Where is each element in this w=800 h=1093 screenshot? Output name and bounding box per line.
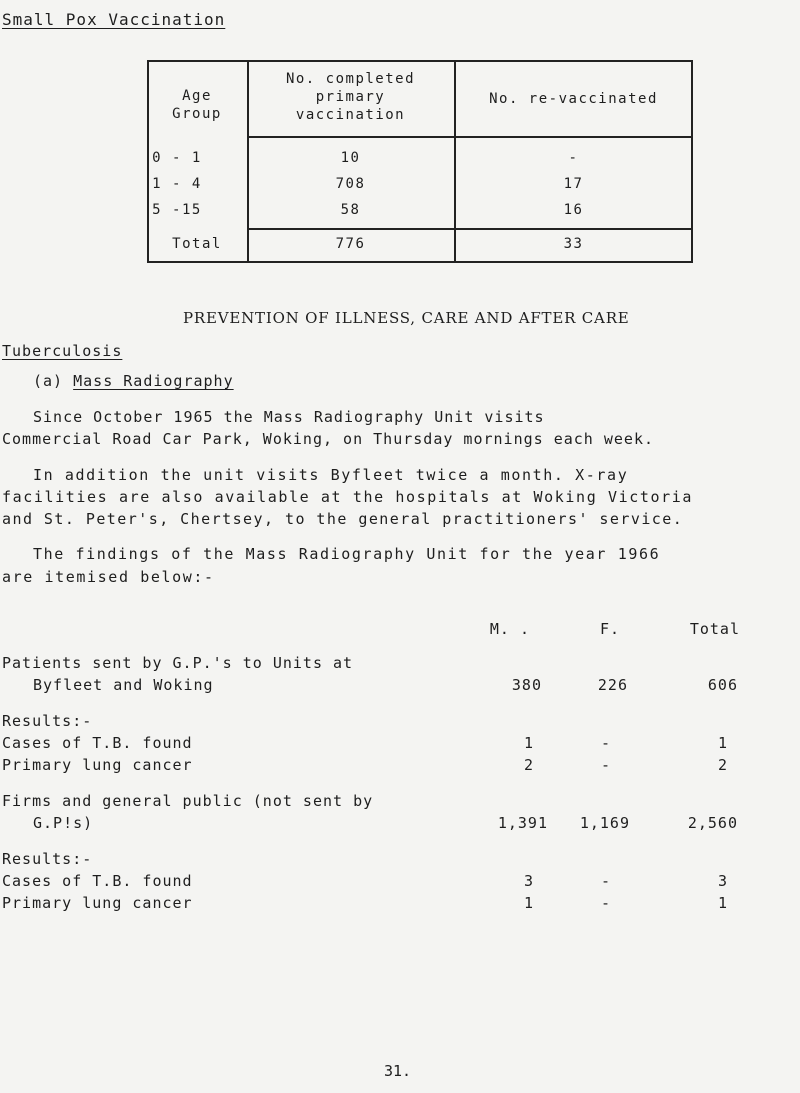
paragraph-line: Commercial Road Car Park, Woking, on Thursday mornings each week.: [2, 430, 654, 448]
header-divider: [247, 136, 693, 138]
value-total: 2: [717, 756, 728, 774]
value-male: 1: [523, 894, 534, 912]
row-primary: 708: [335, 176, 366, 192]
paragraph-line: are itemised below:-: [2, 568, 215, 586]
value-total: 2,560: [687, 814, 738, 832]
column-header-male: M. .: [489, 620, 530, 638]
group-label: G.P!s): [33, 814, 94, 832]
value-male: 1,391: [497, 814, 548, 832]
paragraph-line: facilities are also available at the hospitals at Woking Victoria: [2, 488, 693, 506]
row-revaccinated: 16: [563, 202, 584, 218]
value-female: -: [600, 734, 611, 752]
results-label: Results:-: [2, 850, 93, 868]
value-female: -: [600, 872, 611, 890]
header-age-group: [147, 87, 247, 123]
results-label: Results:-: [2, 712, 93, 730]
total-label: Total: [172, 236, 222, 252]
row-primary: 58: [340, 202, 361, 218]
value-male: 380: [511, 676, 542, 694]
header-line: primary: [315, 89, 386, 105]
subheading: Tuberculosis: [2, 342, 123, 360]
value-female: -: [600, 756, 611, 774]
total-divider: [247, 228, 693, 230]
value-total: 1: [717, 894, 728, 912]
header-line: Group: [172, 106, 222, 122]
value-male: 3: [523, 872, 534, 890]
result-row-label: Cases of T.B. found: [2, 734, 193, 752]
value-female: 1,169: [579, 814, 630, 832]
row-revaccinated: -: [568, 150, 579, 166]
header-line: Age: [182, 88, 212, 104]
value-male: 2: [523, 756, 534, 774]
row-age: 0 - 1: [152, 150, 202, 166]
group-label: Firms and general public (not sent by: [2, 792, 374, 810]
row-age: 5 -15: [152, 202, 202, 218]
result-row-label: Primary lung cancer: [2, 894, 193, 912]
total-revaccinated: 33: [563, 236, 584, 252]
page-number: 31.: [384, 1062, 412, 1080]
sub-subheading-title: Mass Radiography: [73, 372, 234, 390]
row-age: 1 - 4: [152, 176, 202, 192]
result-row-label: Cases of T.B. found: [2, 872, 193, 890]
header-revaccinated: No. re-vaccinated: [489, 91, 658, 107]
value-female: 226: [597, 676, 628, 694]
total-primary: 776: [335, 236, 366, 252]
value-male: 1: [523, 734, 534, 752]
header-line: vaccination: [295, 107, 406, 123]
column-header-female: F.: [599, 620, 620, 638]
group-label: Patients sent by G.P.'s to Units at: [2, 654, 354, 672]
sub-subheading: [33, 372, 234, 390]
group-label: Byfleet and Woking: [33, 676, 214, 694]
header-primary: [247, 70, 454, 124]
value-female: -: [600, 894, 611, 912]
paragraph-line: Since October 1965 the Mass Radiography Unit visits: [33, 408, 545, 426]
section-title: Small Pox Vaccination: [2, 10, 226, 29]
sub-subheading-marker: (a): [33, 372, 64, 390]
value-total: 606: [707, 676, 738, 694]
value-total: 3: [717, 872, 728, 890]
result-row-label: Primary lung cancer: [2, 756, 193, 774]
vaccination-table: [147, 60, 693, 263]
column-header-total: Total: [689, 620, 740, 638]
paragraph-line: In addition the unit visits Byfleet twice a month. X-ray: [33, 466, 629, 484]
row-primary: 10: [340, 150, 361, 166]
header-line: No. completed: [285, 71, 416, 87]
main-heading: PREVENTION OF ILLNESS, CARE AND AFTER CARE: [183, 309, 630, 327]
value-total: 1: [717, 734, 728, 752]
row-revaccinated: 17: [563, 176, 584, 192]
paragraph-line: and St. Peter's, Chertsey, to the general practitioners' service.: [2, 510, 684, 528]
paragraph-line: The findings of the Mass Radiography Unit for the year 1966: [33, 545, 661, 563]
